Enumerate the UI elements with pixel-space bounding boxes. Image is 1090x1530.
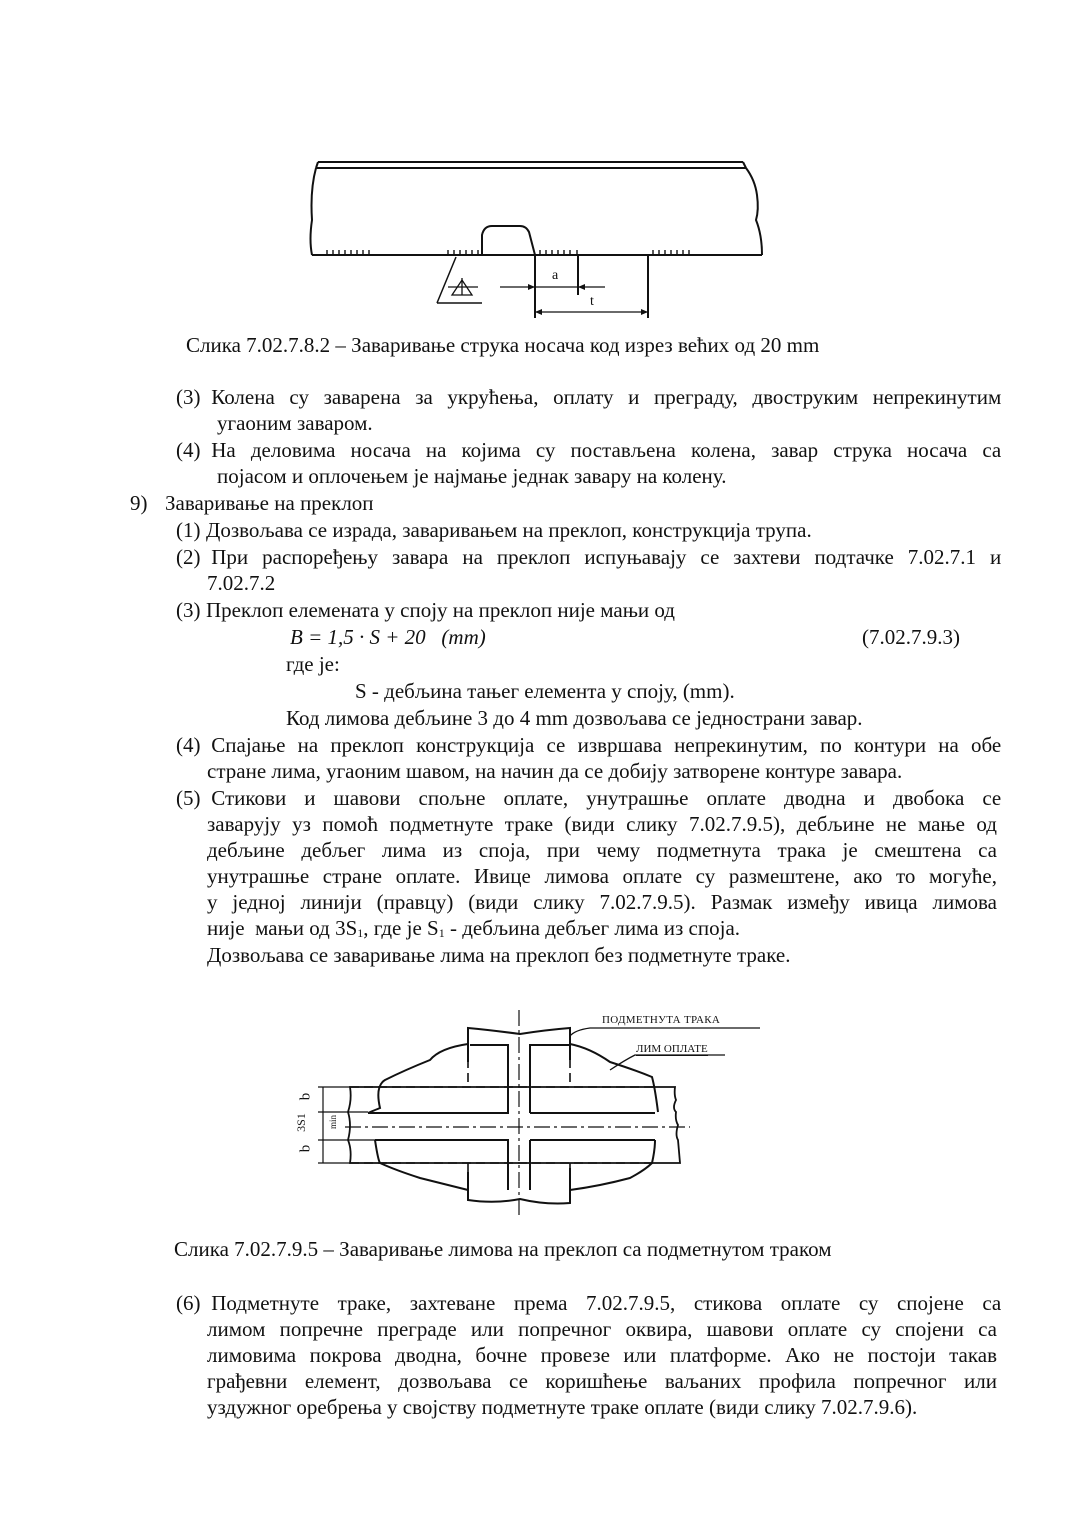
item-8-4 <box>176 438 1002 463</box>
text-fragment: није мањи од 3S <box>207 916 358 940</box>
item-9-4 <box>176 733 1002 758</box>
dimension-label-t: t <box>590 294 594 309</box>
item-text-line: Подметнуте траке, захтеване према 7.02.7.9.5, стикова оплате су спојене са <box>211 1291 1002 1315</box>
figure-caption-7-02-7-9-5: Слика 7.02.7.9.5 – Заваривање лимова на преклоп са подметнутом траком <box>174 1237 832 1261</box>
item-9-5-line3: дебљине дебљег лима из споја, при чему подметнута трака је смештена са <box>207 838 997 862</box>
dimension-label-b-top: b <box>297 1092 314 1101</box>
item-9-2-cont: 7.02.7.2 <box>207 571 276 595</box>
item-text-line: Колена су заварена за укрућења, оплату и преграду, двоструким непрекинутим <box>211 385 1002 409</box>
item-text-line: На деловима носача на којима су постављена колена, завар струка носача са <box>211 438 1002 462</box>
figure-caption-7-02-7-8-2: Слика 7.02.7.8.2 – Заваривање струка носача код изрез већих од 20 mm <box>186 333 820 357</box>
dimension-label-min: min <box>328 1114 339 1130</box>
dimension-label-b-bottom: b <box>297 1144 314 1153</box>
subscript: 1 <box>357 926 364 940</box>
item-9-5-line6 <box>207 916 740 946</box>
section-title: Заваривање на преклоп <box>165 491 374 515</box>
item-number: (3) <box>176 598 201 622</box>
item-9-6-line5: уздужног оребрења у својству подметнуте траке оплате (види слику 7.02.7.9.6). <box>207 1395 918 1419</box>
variable-definition: S - дебљина тањег елемента у споју, (mm). <box>355 679 735 703</box>
item-number: (6) <box>176 1291 201 1315</box>
item-text: Дозвољава се израда, заваривањем на преклоп, конструкција трупа. <box>206 518 812 542</box>
item-9-1 <box>176 518 812 543</box>
label-backing-strip: ПОДМЕТНУТА ТРАКА <box>602 1014 721 1026</box>
item-9-2 <box>176 545 1002 570</box>
item-number: (4) <box>176 438 201 462</box>
label-shell-plate: ЛИМ ОПЛАТЕ <box>636 1043 708 1055</box>
text-fragment: , где је S <box>363 916 439 940</box>
note: Код лимова дебљине 3 до 4 mm дозвољава се једнострани завар. <box>286 706 863 730</box>
text-fragment: - дебљина дебљег лима из споја. <box>444 916 741 940</box>
item-number: (2) <box>176 545 201 569</box>
item-number: (5) <box>176 786 201 810</box>
item-8-3 <box>176 385 1002 410</box>
item-number: (4) <box>176 733 201 757</box>
item-9-6-line2: лимом попречне преграде или попречног оквира, шавови оплате су спојени са <box>207 1317 997 1341</box>
item-text: Преклоп елемената у споју на преклоп није мањи од <box>206 598 675 622</box>
where-label: где је: <box>286 652 340 676</box>
item-text-line: Стикови и шавови спољне оплате, унутрашње оплате дводна и двобока се <box>211 786 1002 810</box>
item-9-6-line4: грађевни елемент, дозвољава се коришћење ваљаних профила попречног или <box>207 1369 997 1393</box>
formula-reference: (7.02.7.9.3) <box>862 625 960 649</box>
item-9-5-line7: Дозвољава се заваривање лима на преклоп без подметнуте траке. <box>207 943 791 967</box>
subscript: 1 <box>438 926 445 940</box>
item-9-5-line4: унутрашње стране оплате. Ивице лимова оплате су размештене, ако то могуће, <box>207 864 997 888</box>
section-9-heading <box>130 491 374 516</box>
figure-girder-web-welding <box>300 150 780 325</box>
dimension-label-3s1: 3S1 <box>293 1113 308 1132</box>
item-8-4-cont: појасом и оплочењем је најмање једнак завару на колену. <box>217 464 727 488</box>
figure-lap-welding-with-backing-strip <box>290 1000 790 1220</box>
item-9-5-line2: заварују уз помоћ подметнуте траке (види слику 7.02.7.9.5), дебљине не мање од <box>207 812 997 836</box>
item-number: (1) <box>176 518 201 542</box>
item-9-6 <box>176 1291 1002 1316</box>
item-number: (3) <box>176 385 201 409</box>
item-9-5 <box>176 786 1002 811</box>
item-text-line: Спајање на преклоп конструкција се извршава непрекинутим, по контури на обе <box>211 733 1002 757</box>
item-9-4-cont: стране лима, угаоним шавом, на начин да се добију затворене контуре завара. <box>207 759 903 783</box>
item-9-3 <box>176 598 675 623</box>
item-8-3-cont: угаоним заваром. <box>217 411 373 435</box>
item-text-line: При распоређењу завара на преклоп испуњавају се захтеви подтачке 7.02.7.1 и <box>211 545 1002 569</box>
section-number: 9) <box>130 491 148 515</box>
item-9-5-line5: у једној линији (правцу) (види слику 7.02.7.9.5). Размак између ивица лимова <box>207 890 997 914</box>
formula: B = 1,5 · S + 20 (mm) <box>290 625 486 649</box>
dimension-label-a: a <box>552 268 559 283</box>
item-9-6-line3: лимовима покрова дводна, бочне провезе или платформе. Ако не постоји такав <box>207 1343 997 1367</box>
